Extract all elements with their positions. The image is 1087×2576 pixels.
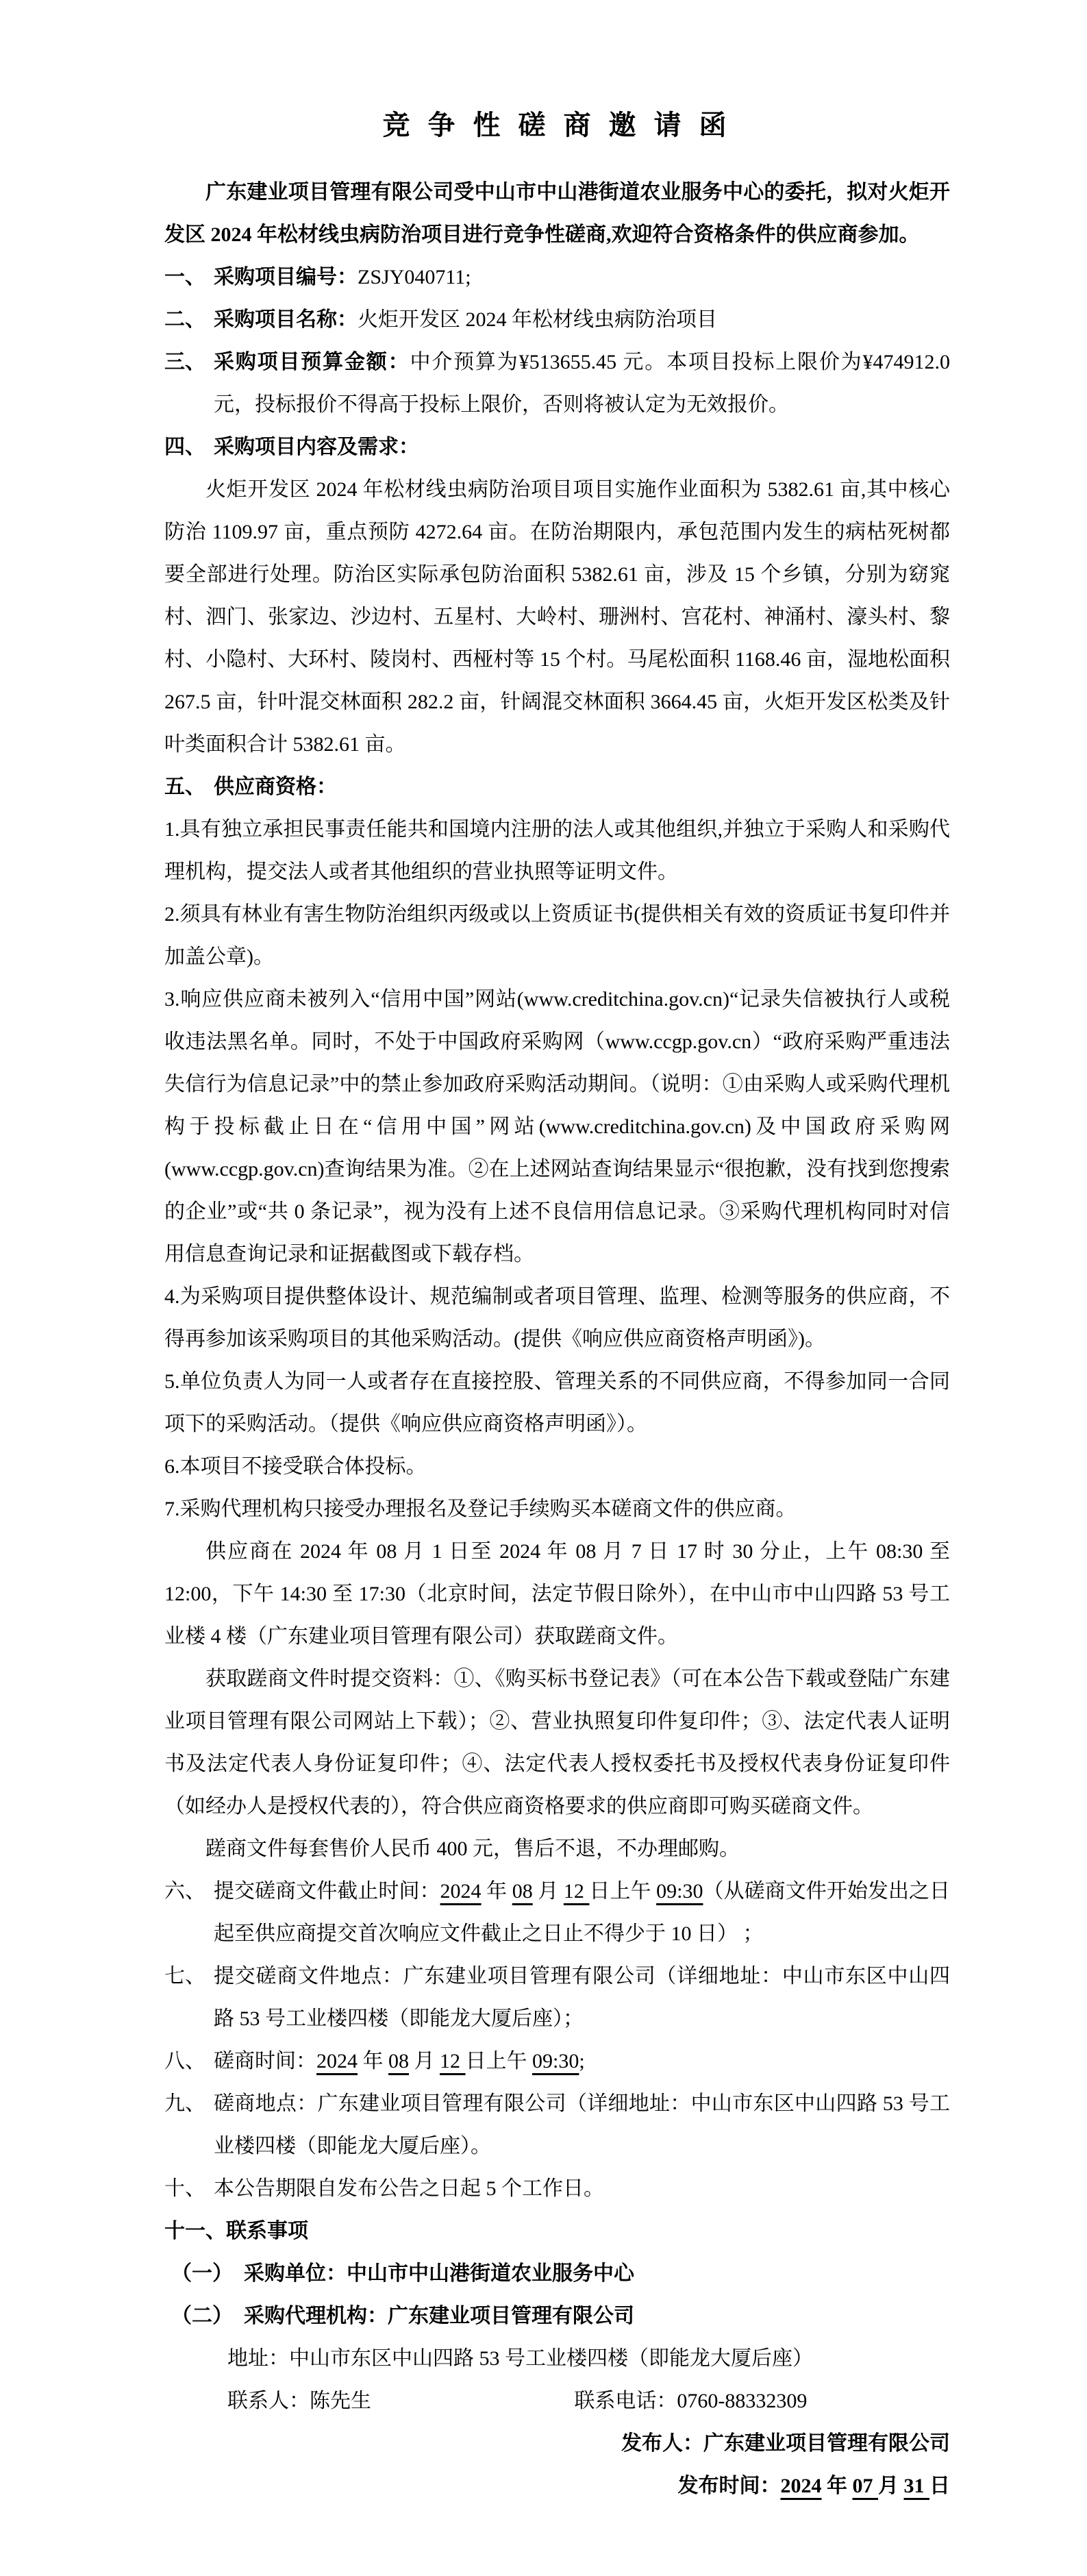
contact-line — [227, 2380, 950, 2423]
document-price-paragraph: 蹉商文件每套售价人民币 400 元，售后不退，不办理邮购。 — [205, 1837, 740, 1860]
qualification-item-5: 5.单位负责人为同一人或者存在直接控股、管理关系的不同供应商，不得参加同一合同项下的采购活动。（提供《响应供应商资格声明函》）。 — [164, 1370, 950, 1435]
section-number: 五、 — [164, 776, 205, 798]
deadline-note: （从磋商文件开始发出之日起至供应商提交首次响应文件截止之日止不得少于 10 日） ； — [214, 1880, 951, 1945]
address-label: 地址： — [227, 2347, 289, 2370]
qualification-item-1: 1.具有独立承担民事责任能共和国境内注册的法人或其他组织,并独立于采购人和采购代理机构，提交法人或者其他组织的营业执照等证明文件。 — [164, 818, 950, 883]
publish-day: 31 — [903, 2475, 929, 2497]
section-label: 供应商资格： — [214, 776, 337, 798]
section-body — [214, 299, 950, 341]
section-body — [214, 426, 950, 469]
section-consultation-time — [164, 2040, 950, 2083]
budget-value: 中介预算为¥513655.45 元。本项目投标上限价为¥474912.0 元，投标报价不得高于投标上限价，否则将被认定为无效报价。 — [214, 351, 951, 416]
section-submission-deadline — [164, 1870, 950, 1955]
date-separator: 日上午 — [589, 1880, 657, 1903]
qualification-item-3: 3.响应供应商未被列入“信用中国”网站(www.creditchina.gov.cn)“记录失信被执行人或税收违法黑名单。同时，不处于中国政府采购网（www.ccgp.gov.cn）“政府采购严重违法失信行为信息记录”中的禁止参加政府采购活动期间。（说明：①由采购人或采购代理机构于投标截止日在“信用中国”网站(www.creditchina.gov.cn)及中国政府采购网(www.ccgp.gov.cn)查询结果为准。②在上述网站查询结果显示“很抱歉，没有找到您搜索的企业”或“共 0 条记录”，视为没有上述不良信用信息记录。③采购代理机构同时对信用信息查询记录和证据截图或下载存档。 — [164, 988, 950, 1265]
project-name-value: 火炬开发区 2024 年松材线虫病防治项目 — [358, 308, 717, 331]
page-title: 竞 争 性 磋 商 邀 请 函 — [382, 110, 732, 140]
contact-phone — [574, 2380, 950, 2423]
address-value: 中山市东区中山四路 53 号工业楼四楼（即能龙大厦后座） — [289, 2347, 813, 2370]
section-project-number — [164, 256, 950, 299]
publish-date-line — [164, 2465, 950, 2507]
section-number: 七、 — [164, 1965, 205, 1987]
publish-month: 07 — [852, 2475, 878, 2497]
qualification-item-6: 6.本项目不接受联合体投标。 — [164, 1455, 427, 1478]
qualification-item-7: 7.采购代理机构只接受办理报名及登记手续购买本磋商文件的供应商。 — [164, 1498, 797, 1520]
publisher-label: 发布人： — [621, 2432, 703, 2455]
date-separator: 月 — [532, 1880, 564, 1903]
section-body — [214, 766, 950, 808]
agent-line — [171, 2295, 950, 2338]
contact-person-value: 陈先生 — [310, 2390, 371, 2412]
section-label: 磋商地点： — [214, 2092, 318, 2115]
section-number: 一、 — [164, 266, 205, 288]
section-number: 八、 — [164, 2050, 205, 2072]
publish-year: 2024 — [780, 2475, 822, 2497]
section-number: 三、 — [164, 351, 205, 373]
qualification-item-4: 4.为采购项目提供整体设计、规范编制或者项目管理、监理、检测等服务的供应商，不得再参加该采购项目的其他采购活动。(提供《响应供应商资格声明函》)。 — [164, 1285, 950, 1350]
section-submission-place — [164, 1955, 950, 2040]
consultation-time-value: 09:30 — [532, 2050, 579, 2072]
date-separator: 日 — [929, 2475, 950, 2497]
section-number: 十、 — [164, 2177, 205, 2200]
agent-value: 广东建业项目管理有限公司 — [388, 2305, 634, 2327]
publisher-line — [164, 2423, 950, 2465]
consultation-place-value: 广东建业项目管理有限公司（详细地址：中山市东区中山四路 53 号工业楼四楼（即能龙大厦后座）。 — [214, 2092, 951, 2157]
announcement-period-value: 本公告期限自发布公告之日起 5 个工作日。 — [214, 2177, 604, 2200]
section-budget — [164, 341, 950, 426]
line-tail: ; — [579, 2050, 585, 2072]
publisher-value: 广东建业项目管理有限公司 — [703, 2432, 950, 2455]
buyer-label: 采购单位： — [244, 2262, 347, 2285]
publish-date-label: 发布时间： — [677, 2475, 781, 2497]
section-body — [214, 2168, 950, 2210]
date-separator: 月 — [409, 2050, 440, 2072]
section-body — [214, 2040, 950, 2083]
section-number: 十一、 — [164, 2220, 226, 2242]
section-number: 四、 — [164, 436, 205, 458]
document-obtain-materials-paragraph: 获取蹉商文件时提交资料：①、《购买标书登记表》（可在本公告下载或登陆广东建业项目管理有限公司网站上下载）；②、营业执照复印件复印件；③、法定代表人证明书及法定代表人身份证复印件；④、法定代表人授权委托书及授权代表身份证复印件（如经办人是授权代表的），符合供应商资格要求的供应商即可购买磋商文件。 — [164, 1668, 950, 1818]
contact-person — [227, 2380, 574, 2423]
section-body — [214, 256, 950, 299]
subsection-number: （二） — [171, 2305, 233, 2327]
section-label: 磋商时间： — [214, 2050, 316, 2072]
deadline-month: 08 — [512, 1880, 533, 1903]
section-body — [226, 2210, 950, 2253]
section-project-name — [164, 299, 950, 341]
date-separator: 年 — [821, 2475, 853, 2497]
contact-person-label: 联系人： — [227, 2390, 310, 2412]
section-supplier-qualification — [164, 766, 950, 808]
date-separator: 年 — [358, 2050, 388, 2072]
consultation-day: 12 — [440, 2050, 466, 2072]
intro-paragraph: 广东建业项目管理有限公司受中山市中山港街道农业服务中心的委托，拟对火炬开发区 2024 年松材线虫病防治项目进行竞争性磋商,欢迎符合资格条件的供应商参加。 — [164, 181, 950, 246]
section-body — [214, 1870, 950, 1955]
section-label: 提交磋商文件地点： — [214, 1965, 403, 1987]
contact-phone-label: 联系电话： — [574, 2390, 677, 2412]
date-separator: 月 — [878, 2475, 904, 2497]
document-obtain-time-paragraph: 供应商在 2024 年 08 月 1 日至 2024 年 08 月 7 日 17 时 30 分止，上午 08:30 至 12:00，下午 14:30 至 17:30（北京时间，法定节假日除外），在中山市中山四路 53 号工业楼 4 楼（广东建业项目管理有限公司）获取蹉商文件。 — [164, 1540, 950, 1648]
section-label: 采购项目预算金额： — [214, 351, 410, 373]
section-consultation-place — [164, 2083, 950, 2168]
deadline-time: 09:30 — [656, 1880, 703, 1903]
section-body — [214, 341, 950, 426]
consultation-year: 2024 — [316, 2050, 358, 2072]
deadline-day: 12 — [563, 1880, 590, 1903]
date-separator: 日上午 — [465, 2050, 532, 2072]
section-body — [214, 2083, 950, 2168]
section-label: 采购项目名称： — [214, 308, 358, 331]
qualification-item-2: 2.须具有林业有害生物防治组织丙级或以上资质证书(提供相关有效的资质证书复印件并加盖公章)。 — [164, 903, 950, 968]
section-content-requirements — [164, 426, 950, 469]
contact-phone-value: 0760-88332309 — [677, 2390, 808, 2412]
content-requirements-paragraph: 火炬开发区 2024 年松材线虫病防治项目项目实施作业面积为 5382.61 亩,其中核心防治 1109.97 亩，重点预防 4272.64 亩。在防治期限内，承包范围内发生的病枯死树都要全部进行处理。防治区实际承包防治面积 5382.61 亩，涉及 15 个乡镇，分别为窈窕村、泗门、张家边、沙边村、五星村、大岭村、珊洲村、宫花村、神涌村、濠头村、黎村、小隐村、大环村、陵岗村、西桠村等 15 个村。马尾松面积 1168.46 亩，湿地松面积 267.5 亩，针叶混交林面积 282.2 亩，针阔混交林面积 3664.45 亩，火炬开发区松类及针叶类面积合计 5382.61 亩。 — [164, 478, 950, 756]
section-number: 六、 — [164, 1880, 205, 1903]
submission-place-value: 广东建业项目管理有限公司（详细地址：中山市东区中山四路 53 号工业楼四楼（即能龙大厦后座）； — [214, 1965, 951, 2030]
section-body — [214, 1955, 950, 2040]
section-label: 提交磋商文件截止时间： — [214, 1880, 440, 1903]
buyer-line — [171, 2253, 950, 2295]
section-contact-matters — [164, 2210, 950, 2253]
project-number-value: ZSJY040711; — [358, 266, 471, 288]
section-label: 采购项目编号： — [214, 266, 358, 288]
section-label: 采购项目内容及需求： — [214, 436, 419, 458]
section-number: 二、 — [164, 308, 205, 331]
agent-label: 采购代理机构： — [244, 2305, 388, 2327]
subsection-number: （一） — [171, 2262, 233, 2285]
section-number: 九、 — [164, 2092, 205, 2115]
section-label: 联系事项 — [226, 2220, 308, 2242]
address-line — [227, 2338, 950, 2380]
section-announcement-period — [164, 2168, 950, 2210]
buyer-value: 中山市中山港街道农业服务中心 — [347, 2262, 634, 2285]
date-separator: 年 — [481, 1880, 512, 1903]
consultation-month: 08 — [388, 2050, 409, 2072]
deadline-year: 2024 — [440, 1880, 482, 1903]
